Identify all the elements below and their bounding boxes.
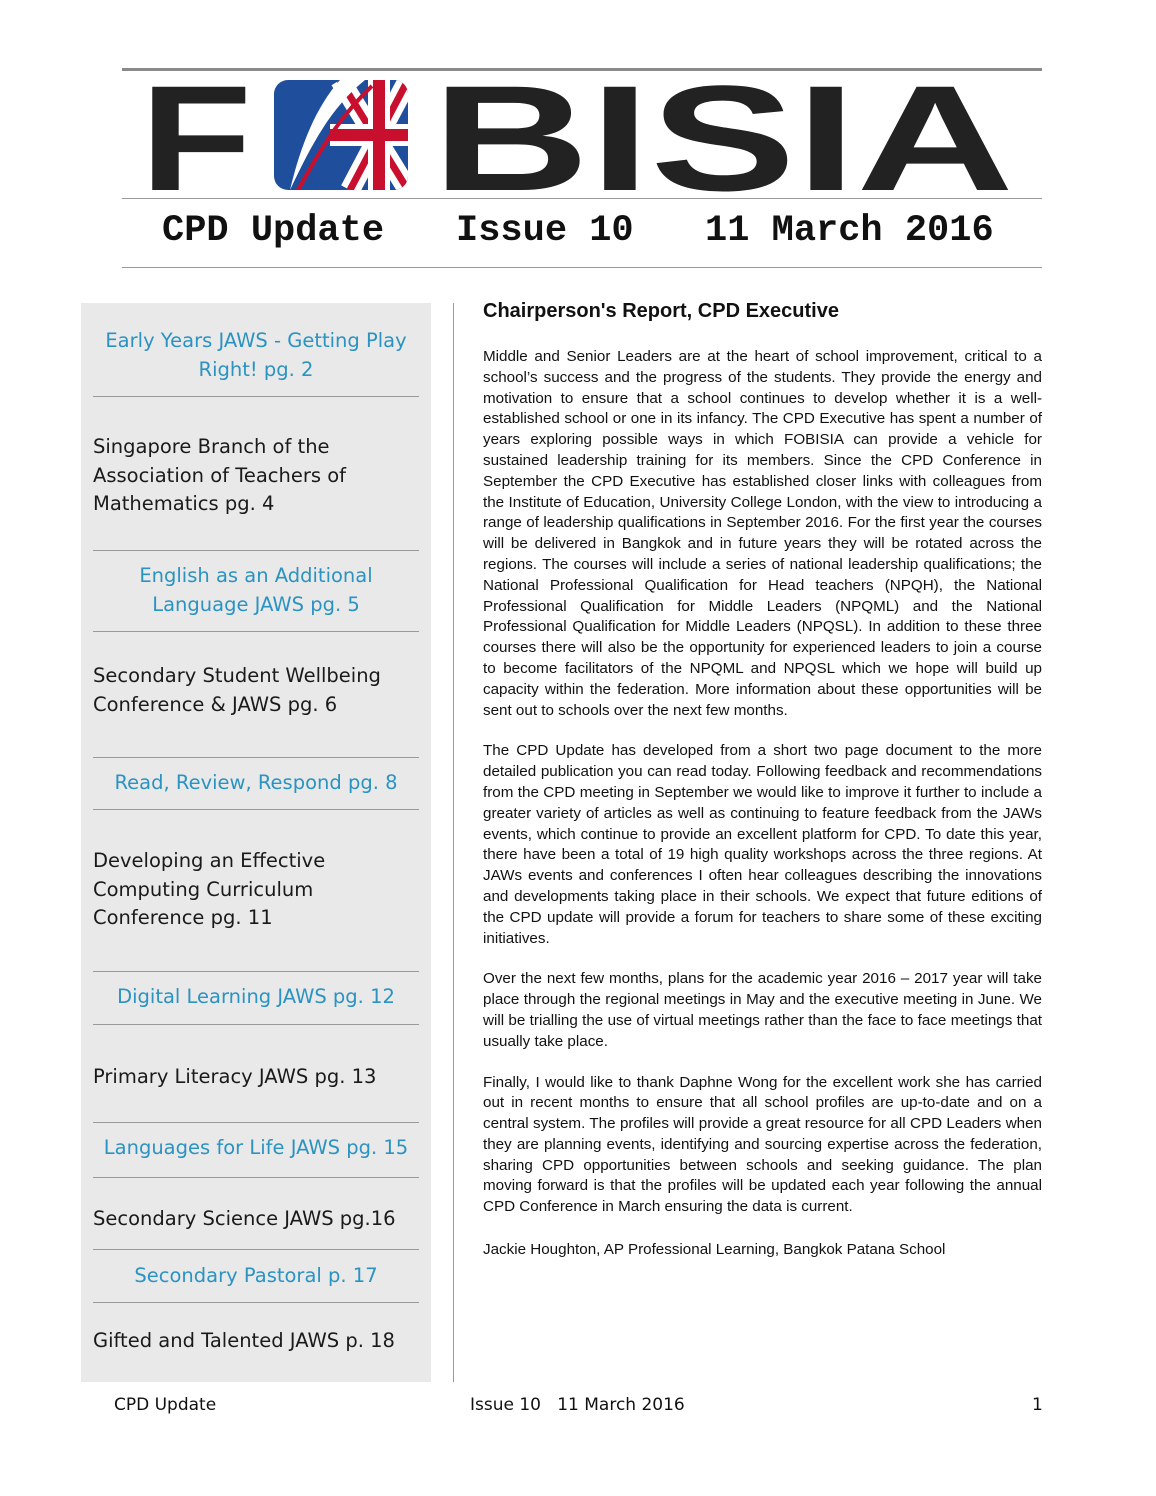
article-title: Chairperson's Report, CPD Executive	[483, 300, 839, 322]
contents-link-primary-literacy-jaws[interactable]: Primary Literacy JAWS pg. 13	[93, 1065, 377, 1088]
contents-link-gifted-talented-jaws[interactable]: Gifted and Talented JAWS p. 18	[93, 1329, 395, 1352]
contents-link-student-wellbeing[interactable]: Secondary Student Wellbeing Conference & JAWS pg. 6	[93, 664, 381, 716]
contents-link-secondary-pastoral[interactable]: Secondary Pastoral p. 17	[134, 1264, 378, 1287]
column-divider	[453, 303, 454, 1382]
sidebar-divider	[93, 1024, 419, 1025]
sidebar-divider	[93, 971, 419, 972]
article-paragraph: The CPD Update has developed from a short two page document to the more detailed publication you can read today. Following feedback and recommendations from the CPD meeting in September we would like to improve it further to include a greater variety of articles as well as continuing to feature feedback from the JAWs events, which continue to provide an excellent platform for CPD. To date this year, there have been a total of 19 high quality workshops across the three regions. At JAWs events and conferences I often hear colleagues describing the innovations and developments taking place in their schools. We expect that future editions of the CPD update will provide a forum for teachers to share some of these exciting initiatives.	[483, 742, 1042, 947]
sidebar-divider	[93, 550, 419, 551]
masthead-top-rule	[122, 68, 1042, 71]
contents-link-computing-curriculum[interactable]: Developing an Effective Computing Curriculum Conference pg. 11	[93, 849, 326, 929]
footer-issue-date: Issue 10 11 March 2016	[470, 1395, 685, 1415]
contents-link-digital-learning-jaws[interactable]: Digital Learning JAWS pg. 12	[117, 985, 395, 1008]
header-issue: Issue 10	[456, 210, 634, 252]
logo-letter-f: F	[140, 78, 252, 196]
sidebar-divider	[93, 809, 419, 810]
sidebar-divider	[93, 1122, 419, 1123]
article-signature: Jackie Houghton, AP Professional Learning, Bangkok Patana School	[483, 1241, 946, 1259]
contents-link-read-review-respond[interactable]: Read, Review, Respond pg. 8	[114, 771, 398, 794]
footer-page-number: 1	[1032, 1395, 1043, 1415]
header-date: 11 March 2016	[705, 210, 994, 252]
article-paragraph: Middle and Senior Leaders are at the heart of school improvement, critical to a school’s success and the progress of the students. They provide the energy and motivation to ensure that a school continues to develop whether it is a well-established school or one in its infancy. The CPD Executive has spent a number of years exploring possible ways in which FOBISIA can provide a vehicle for sustained leadership training for its members. Since the CPD Conference in September the CPD Executive has established closer links with colleagues from the Institute of Education, University College London, with the view to introducing a range of leadership qualifications in September 2016. For the first year the courses will be delivered in Bangkok and in future years they will be rotated across the regions. The courses will include a series of national leadership qualifications; the National Professional Qualification for Head teachers (NPQH), the National Professional Qualification for Middle Leaders (NPQML) and the National Professional Qualification for Middle Leaders (NPQSL). In addition to these three courses there will also be the opportunity for experienced leaders to join a course to become facilitators of the NPQML and NPQSL which we hope will build up capacity within the federation. More information about these opportunities will be sent out to schools over the next few months.	[483, 348, 1042, 719]
article-paragraph: Over the next few months, plans for the academic year 2016 – 2017 year will take place through the regional meetings in May and the executive meeting in June. We will be trialling the use of virtual meetings rather than the face to face meetings that usually take place.	[483, 970, 1042, 1050]
contents-link-eal-jaws[interactable]: English as an Additional Language JAWS pg. 5	[139, 564, 373, 616]
logo-letters-bisia: BISIA	[432, 78, 1014, 196]
union-flag-emblem-icon	[274, 80, 408, 190]
header-doc-name: CPD Update	[162, 210, 385, 252]
fobisia-logo	[140, 78, 1020, 196]
sidebar-divider	[93, 1302, 419, 1303]
contents-link-singapore-branch[interactable]: Singapore Branch of the Association of Teachers of Mathematics pg. 4	[93, 435, 347, 515]
chairperson-report-article	[483, 300, 1042, 1281]
issue-header	[122, 210, 1042, 260]
contents-sidebar	[81, 303, 431, 1382]
sidebar-divider	[93, 1177, 419, 1178]
contents-link-early-years-jaws[interactable]: Early Years JAWS - Getting Play Right! pg. 2	[105, 329, 407, 381]
masthead-bottom-rule	[122, 267, 1042, 268]
contents-link-languages-for-life-jaws[interactable]: Languages for Life JAWS pg. 15	[103, 1136, 409, 1159]
contents-link-secondary-science-jaws[interactable]: Secondary Science JAWS pg.16	[93, 1207, 396, 1230]
article-paragraph: Finally, I would like to thank Daphne Wong for the excellent work she has carried out in recent months to ensure that all school profiles are up-to-date and on a central system. The profiles will provide a great resource for all CPD Leaders when they are planning events, identifying and sourcing expertise across the federation, sharing CPD opportunities between schools and seeking guidance. The plan moving forward is that the profiles will be updated each year following the annual CPD Conference in March ensuring the data is current.	[483, 1073, 1042, 1216]
sidebar-divider	[93, 396, 419, 397]
masthead-middle-rule	[122, 198, 1042, 199]
sidebar-divider	[93, 757, 419, 758]
footer-doc-name: CPD Update	[114, 1395, 217, 1415]
sidebar-divider	[93, 631, 419, 632]
sidebar-divider	[93, 1249, 419, 1250]
